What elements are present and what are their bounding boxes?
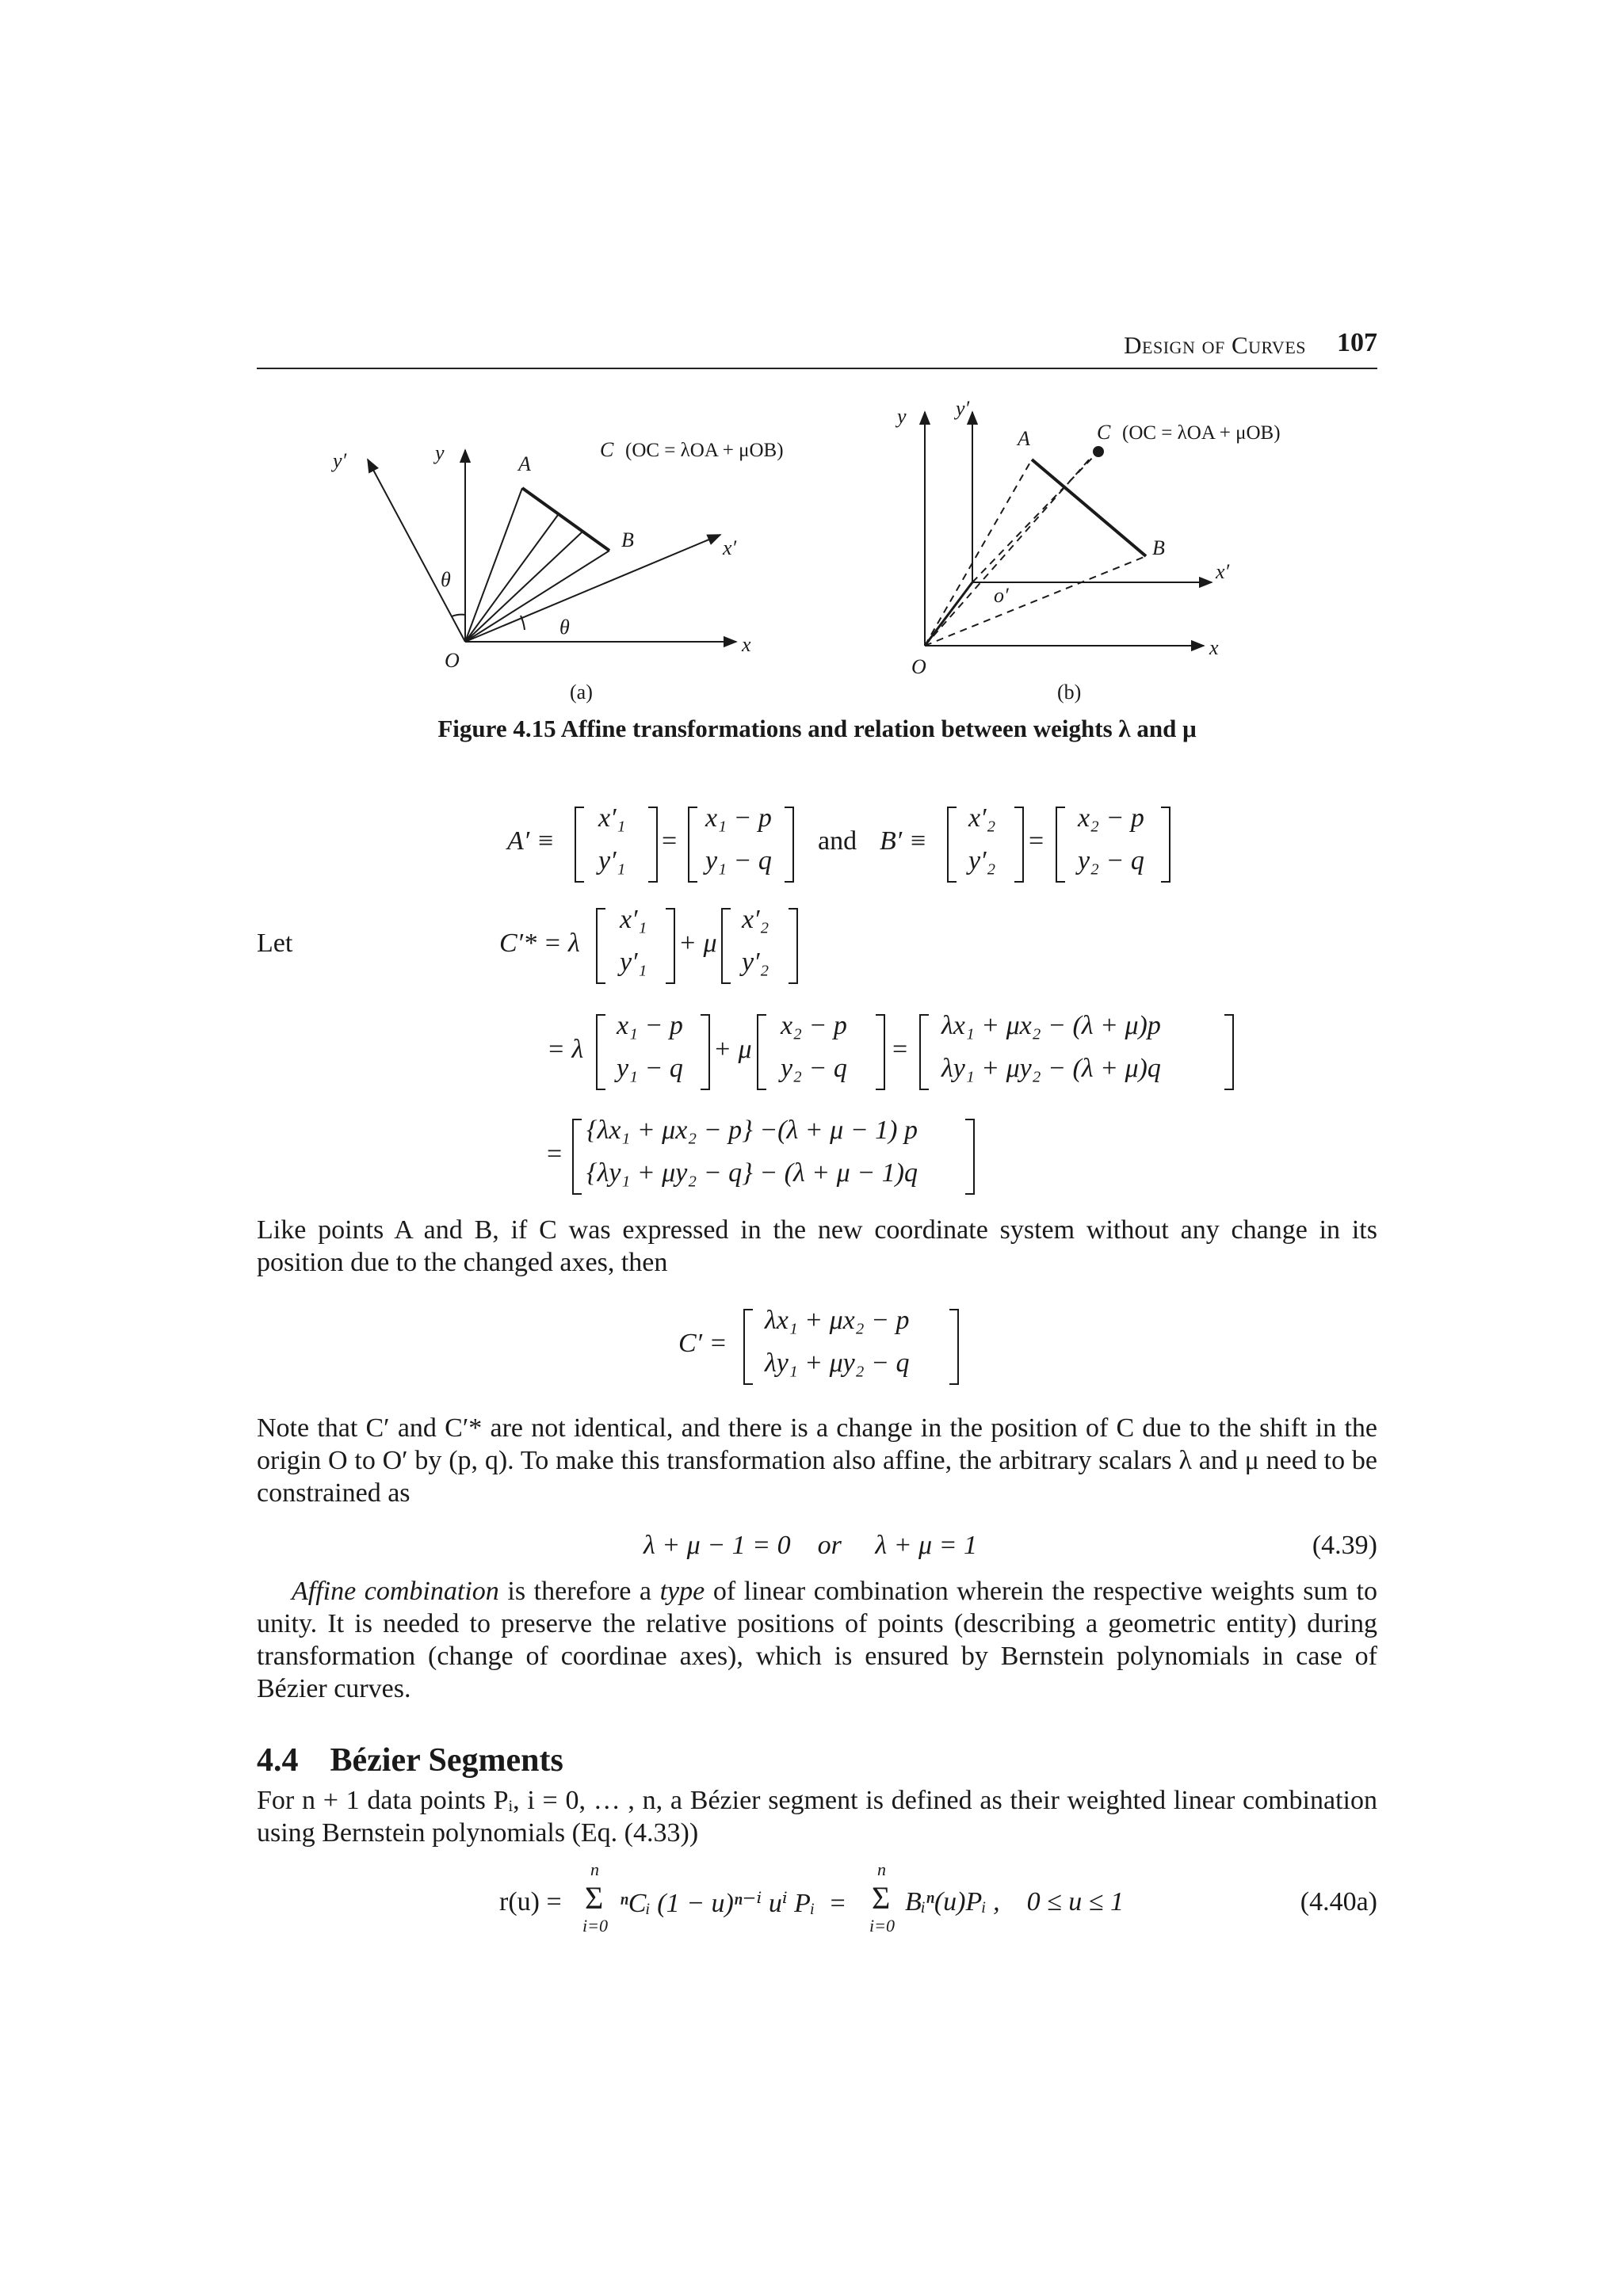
- eq5-m-top: λx₁ + μx₂ − p: [765, 1306, 910, 1335]
- running-header: [257, 328, 1377, 369]
- eq2-m1-bot: y′₁: [620, 948, 647, 977]
- eq1-m3-bot: y′₂: [968, 846, 996, 875]
- eq2-m1-top: x′₁: [620, 905, 647, 934]
- label-y-a: y: [435, 441, 445, 464]
- eq6-number: (4.39): [1312, 1531, 1377, 1560]
- eq2-m2-bot: y′₂: [742, 948, 769, 977]
- label-oc-note-a: (OC = λOA + μOB): [625, 440, 784, 461]
- eq7-term1: ⁿCᵢ (1 − u)ⁿ⁻ⁱ uⁱ Pᵢ =: [620, 1889, 847, 1918]
- eq6-text: λ + μ − 1 = 0 or λ + μ = 1: [643, 1531, 978, 1560]
- label-origin-a: O: [445, 649, 460, 672]
- eq5-lhs: C′ =: [678, 1329, 727, 1358]
- eq1-m4-bot: y₂ − q: [1078, 846, 1144, 875]
- eq5-m-bot: λy₁ + μy₂ − q: [765, 1348, 910, 1378]
- eq3-equals: =: [892, 1035, 908, 1064]
- label-theta-2-a: θ: [559, 616, 570, 639]
- eq7-term2: Bᵢⁿ(u)Pᵢ , 0 ≤ u ≤ 1: [905, 1887, 1124, 1917]
- eq1-lhs-a: A′ ≡: [507, 826, 555, 856]
- eq2-plus-mu: + μ: [678, 929, 717, 958]
- eq7-lhs: r(u) =: [499, 1887, 562, 1917]
- section-number: 4.4: [257, 1742, 299, 1779]
- paragraph-note-that: Note that C′ and C′* are not identical, and there is a change in the position of C due to the shift in the origin O to O′ by (p, q). To make this transformation also affine, the arbitrary scalars λ and μ need to be constrained as: [257, 1413, 1377, 1508]
- segment-ab-a: [522, 488, 609, 551]
- sum-sign-2: Σ: [872, 1880, 891, 1916]
- label-point-b-b: B: [1152, 536, 1165, 559]
- eq4-m-top: {λx₁ + μx₂ − p} −(λ + μ − 1) p: [586, 1116, 918, 1145]
- label-point-a-a: A: [518, 452, 531, 475]
- label-point-a-b: A: [1018, 427, 1030, 450]
- label-y-prime-b: y′: [956, 397, 970, 420]
- eq1-m2-top: x₁ − p: [705, 803, 772, 833]
- term-type: type: [659, 1577, 705, 1606]
- term-affine-combination: Affine combination: [292, 1577, 499, 1606]
- label-point-c-b: C: [1097, 421, 1111, 444]
- label-y-b: y: [897, 405, 907, 428]
- paragraph-like-points: Like points A and B, if C was expressed in the new coordinate system without any change in its position due to the changed axes, then: [257, 1215, 1377, 1277]
- eq3-m3-top: λx₁ + μx₂ − (λ + μ)p: [941, 1011, 1161, 1040]
- eq4-lhs: =: [547, 1139, 563, 1169]
- label-point-b-a: B: [621, 528, 634, 551]
- page-number: 107: [1337, 328, 1377, 357]
- eq2-let: Let: [257, 929, 293, 958]
- label-panel-a: (a): [570, 681, 593, 704]
- eq3-m1-bot: y₁ − q: [617, 1054, 683, 1083]
- label-x-prime-b: x′: [1216, 560, 1230, 583]
- section-heading: [257, 1741, 563, 1779]
- paragraph-bezier-definition: For n + 1 data points Pᵢ, i = 0, … , n, a Bézier segment is defined as their weighted linear combination using Bernstein polynomials (Eq. (4.33)): [257, 1786, 1377, 1848]
- point-c-b: [1094, 447, 1103, 456]
- sum-sign-1: Σ: [585, 1880, 604, 1916]
- eq7-sum2-top: n: [877, 1859, 886, 1879]
- section-title: Bézier Segments: [330, 1742, 563, 1779]
- eq1-and: and: [818, 826, 857, 856]
- eq1-m1-bot: y′₁: [598, 846, 626, 875]
- eq3-lhs: = λ: [547, 1035, 584, 1064]
- eq3-m1-top: x₁ − p: [617, 1011, 683, 1040]
- eq1-equals-2: =: [1029, 826, 1044, 856]
- eq1-lhs-b: B′ ≡: [880, 826, 927, 856]
- eq3-m2-bot: y₂ − q: [781, 1054, 847, 1083]
- figure-4-15: [257, 388, 1377, 705]
- eq4-m-bot: {λy₁ + μy₂ − q} − (λ + μ − 1)q: [586, 1158, 918, 1188]
- label-x-b: x: [1209, 636, 1219, 659]
- label-point-c-a: C: [600, 438, 614, 461]
- running-title: Design of Curves: [1124, 331, 1306, 359]
- eq1-m2-bot: y₁ − q: [705, 846, 772, 875]
- eq7-sum1-bot: i=0: [582, 1916, 608, 1936]
- eq3-plus-mu: + μ: [713, 1035, 752, 1064]
- paragraph-affine-combination: Affine combination is therefore a type of linear combination wherein the respective weights sum to unity. It is needed to preserve the relative positions of points (describing a geometric entity) during transformation (change of coordinae axes), which is ensured by Bernstein polynomials in case of Bézier curves.: [257, 1577, 1377, 1703]
- eq3-m3-bot: λy₁ + μy₂ − (λ + μ)q: [941, 1054, 1161, 1083]
- eq1-m3-top: x′₂: [968, 803, 996, 833]
- label-panel-b: (b): [1057, 681, 1082, 704]
- eq7-number: (4.40a): [1300, 1887, 1377, 1917]
- eq2-m2-top: x′₂: [742, 905, 769, 934]
- eq1-m4-top: x₂ − p: [1078, 803, 1144, 833]
- eq7-sum2-bot: i=0: [869, 1916, 895, 1936]
- label-oc-note-b: (OC = λOA + μOB): [1122, 422, 1281, 444]
- label-x-a: x: [742, 633, 751, 656]
- figure-caption: Figure 4.15 Affine transformations and relation between weights λ and μ: [437, 715, 1197, 742]
- eq3-m2-top: x₂ − p: [781, 1011, 847, 1040]
- figure-4-15-svg: [257, 388, 1377, 705]
- label-o-prime-b: o′: [994, 584, 1009, 607]
- axis-y-prime-a: [368, 460, 465, 642]
- eq7-sum1-top: n: [590, 1859, 599, 1879]
- eq1-m1-top: x′₁: [598, 803, 626, 833]
- label-y-prime-a: y′: [333, 449, 347, 472]
- segment-ab-b: [1032, 460, 1146, 556]
- eq1-equals: =: [662, 826, 678, 856]
- eq2-lhs: C′* = λ: [499, 929, 580, 958]
- label-theta-1-a: θ: [441, 568, 451, 591]
- label-origin-b: O: [911, 655, 926, 678]
- label-x-prime-a: x′: [723, 536, 737, 559]
